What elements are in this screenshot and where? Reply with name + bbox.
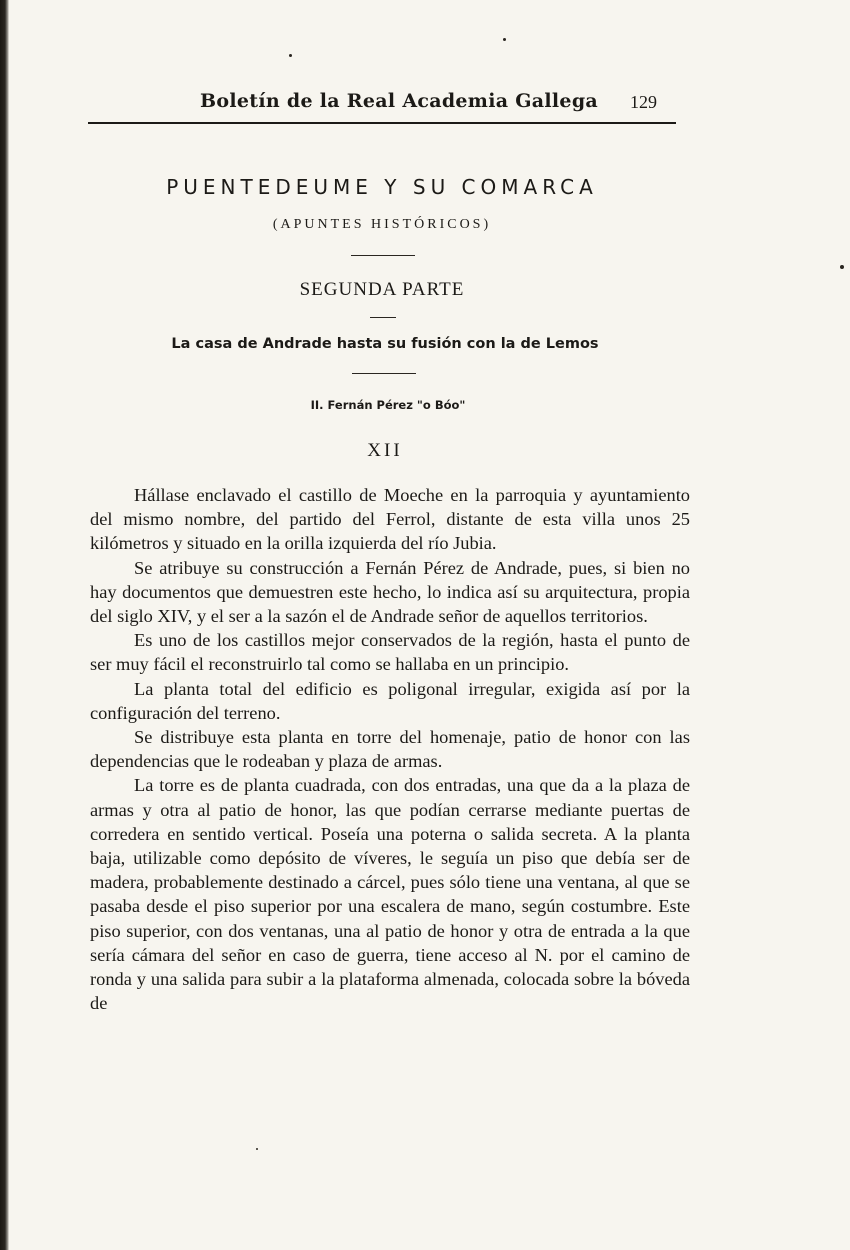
paragraph: Se distribuye esta planta en torre del homenaje, patio de honor con las dependencias que le rodeaban y plaza de armas. bbox=[90, 727, 690, 772]
journal-title: Boletín de la Real Academia Gallega bbox=[200, 90, 599, 112]
page-number: 129 bbox=[630, 92, 657, 112]
paragraph: Es uno de los castillos mejor conservados de la región, hasta el punto de ser muy fácil el reconstruirlo tal como se hallaba en un principio. bbox=[90, 630, 690, 675]
divider-rule bbox=[352, 373, 416, 374]
article-body bbox=[90, 483, 690, 1015]
ink-speck bbox=[289, 54, 292, 57]
paragraph: Se atribuye su construcción a Fernán Pérez de Andrade, pues, si bien no hay documentos que demuestren este hecho, lo indica así su arquitectura, propia del siglo XIV, y el ser a la sazón el de Andrade señor de aquellos territorios. bbox=[90, 557, 690, 627]
part-title: SEGUNDA PARTE bbox=[299, 279, 465, 300]
paragraph: La torre es de planta cuadrada, con dos entradas, una que da a la plaza de armas y otra al patio de honor, las que podían cerrarse mediante puertas de corredera en sentido vertical. Poseía una poterna o salida secreta. A la planta baja, utilizable como depósito de víveres, le seguía un piso que debía ser de madera, probablemente destinado a cárcel, pues sólo tiene una ventana, al que se pasaba desde el piso superior por una escalera de mano, según costumbre. Este piso superior, con dos ventanas, una al patio de honor y otra de entrada a la que sería cámara del señor en caso de guerra, tiene acceso al N. por el camino de ronda y una salida para subir a la plataforma almenada, colocada sobre la bóveda de bbox=[90, 775, 690, 1014]
running-header bbox=[88, 86, 676, 124]
paragraph: Hállase enclavado el castillo de Moeche en la parroquia y ayuntamiento del mismo nombre, del partido del Ferrol, distante de esta villa unos 25 kilómetros y situado en la orilla izquierda del río Jubia. bbox=[90, 485, 690, 554]
ink-speck bbox=[503, 38, 506, 41]
ink-speck bbox=[256, 1148, 258, 1150]
article-subtitle-text: (APUNTES HISTÓRICOS) bbox=[272, 217, 492, 232]
article-subtitle bbox=[0, 215, 764, 233]
divider-rule bbox=[351, 255, 415, 256]
section-heading: La casa de Andrade hasta su fusión con la de Lemos bbox=[171, 336, 599, 352]
chapter-number: XII bbox=[367, 440, 403, 461]
ink-speck bbox=[840, 265, 844, 269]
subsection-heading: II. Fernán Pérez "o Bóo" bbox=[310, 398, 466, 412]
divider-rule bbox=[370, 317, 396, 318]
paragraph: La planta total del edificio es poligonal irregular, exigida así por la configuración del terreno. bbox=[90, 678, 690, 723]
article-title: PUENTEDEUME Y SU COMARCA bbox=[166, 175, 598, 199]
